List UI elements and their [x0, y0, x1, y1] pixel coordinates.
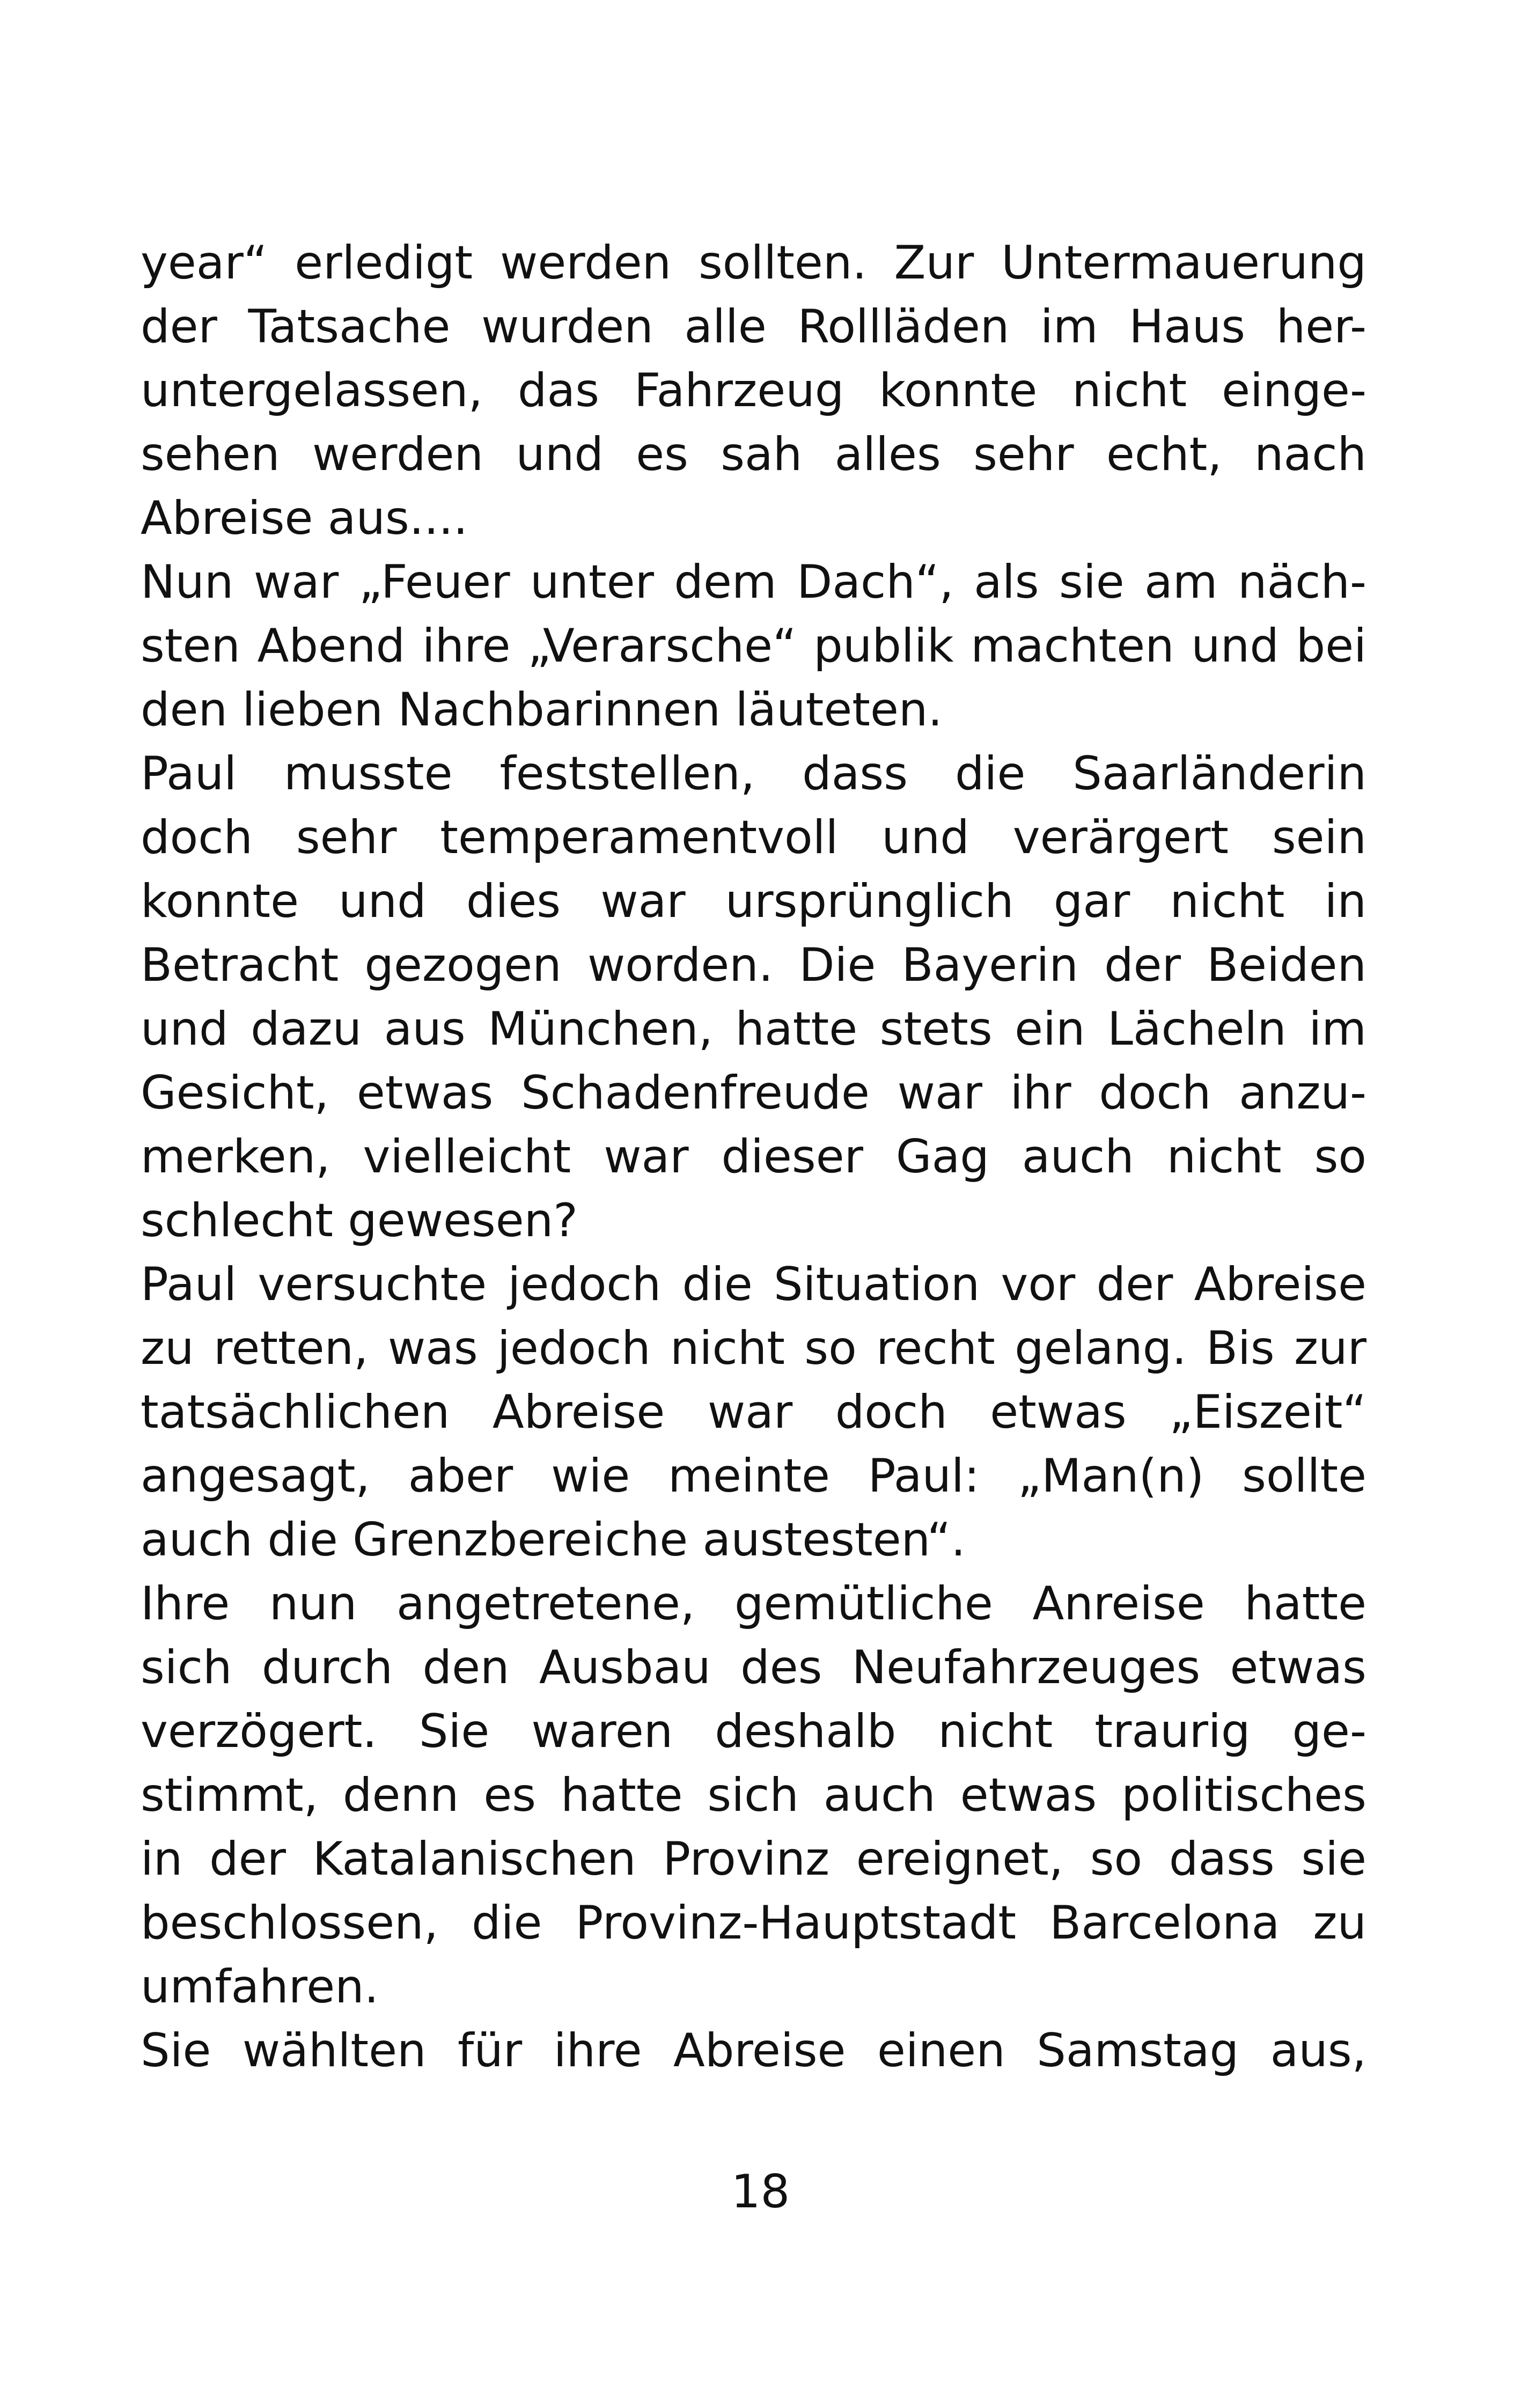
text-line: Ihre nun angetretene, gemütliche Anreise hatte — [141, 1577, 1366, 1631]
text-line: Gesicht, etwas Schadenfreude war ihr doch anzu- — [141, 1066, 1366, 1120]
text-line: beschlossen, die Provinz-Hauptstadt Barcelona zu — [141, 1896, 1366, 1950]
text-line: Sie wählten für ihre Abreise einen Samstag aus, — [141, 2024, 1366, 2077]
text-line: Paul musste feststellen, dass die Saarländerin — [141, 747, 1366, 801]
text-line: merken, vielleicht war dieser Gag auch nicht so — [141, 1130, 1366, 1184]
text-line: untergelassen, das Fahrzeug konnte nicht einge- — [141, 364, 1366, 417]
text-line: doch sehr temperamentvoll und verärgert sein — [141, 811, 1366, 864]
text-line: umfahren. — [141, 1960, 379, 2014]
text-line: und dazu aus München, hatte stets ein Lächeln im — [141, 1002, 1366, 1056]
text-line: in der Katalanischen Provinz ereignet, so dass sie — [141, 1832, 1366, 1886]
text-line: stimmt, denn es hatte sich auch etwas politisches — [141, 1768, 1366, 1822]
text-line: year“ erledigt werden sollten. Zur Untermauerung — [141, 236, 1366, 290]
text-line: konnte und dies war ursprünglich gar nicht in — [141, 875, 1366, 928]
text-line: tatsächlichen Abreise war doch etwas „Eiszeit“ — [141, 1385, 1366, 1439]
text-line: angesagt, aber wie meinte Paul: „Man(n) sollte — [141, 1449, 1366, 1503]
text-line: Paul versuchte jedoch die Situation vor der Abreise — [141, 1258, 1366, 1311]
text-line: den lieben Nachbarinnen läuteten. — [141, 683, 943, 737]
text-line: auch die Grenzbereiche austesten“. — [141, 1513, 966, 1567]
text-line: sich durch den Ausbau des Neufahrzeuges etwas — [141, 1641, 1366, 1694]
text-line: sten Abend ihre „Verarsche“ publik machten und bei — [141, 619, 1366, 673]
text-line: Betracht gezogen worden. Die Bayerin der Beiden — [141, 938, 1366, 992]
page-number: 18 — [731, 2165, 790, 2219]
text-line: der Tatsache wurden alle Rollläden im Haus her- — [141, 300, 1366, 354]
text-line: verzögert. Sie waren deshalb nicht traurig ge- — [141, 1705, 1366, 1758]
body-text — [141, 231, 1366, 2083]
text-line: Nun war „Feuer unter dem Dach“, als sie am näch- — [141, 555, 1366, 609]
text-line: schlecht gewesen? — [141, 1194, 578, 1247]
text-line: sehen werden und es sah alles sehr echt, nach — [141, 428, 1366, 481]
text-line: zu retten, was jedoch nicht so recht gelang. Bis zur — [141, 1322, 1366, 1375]
text-line: Abreise aus.... — [141, 491, 468, 545]
